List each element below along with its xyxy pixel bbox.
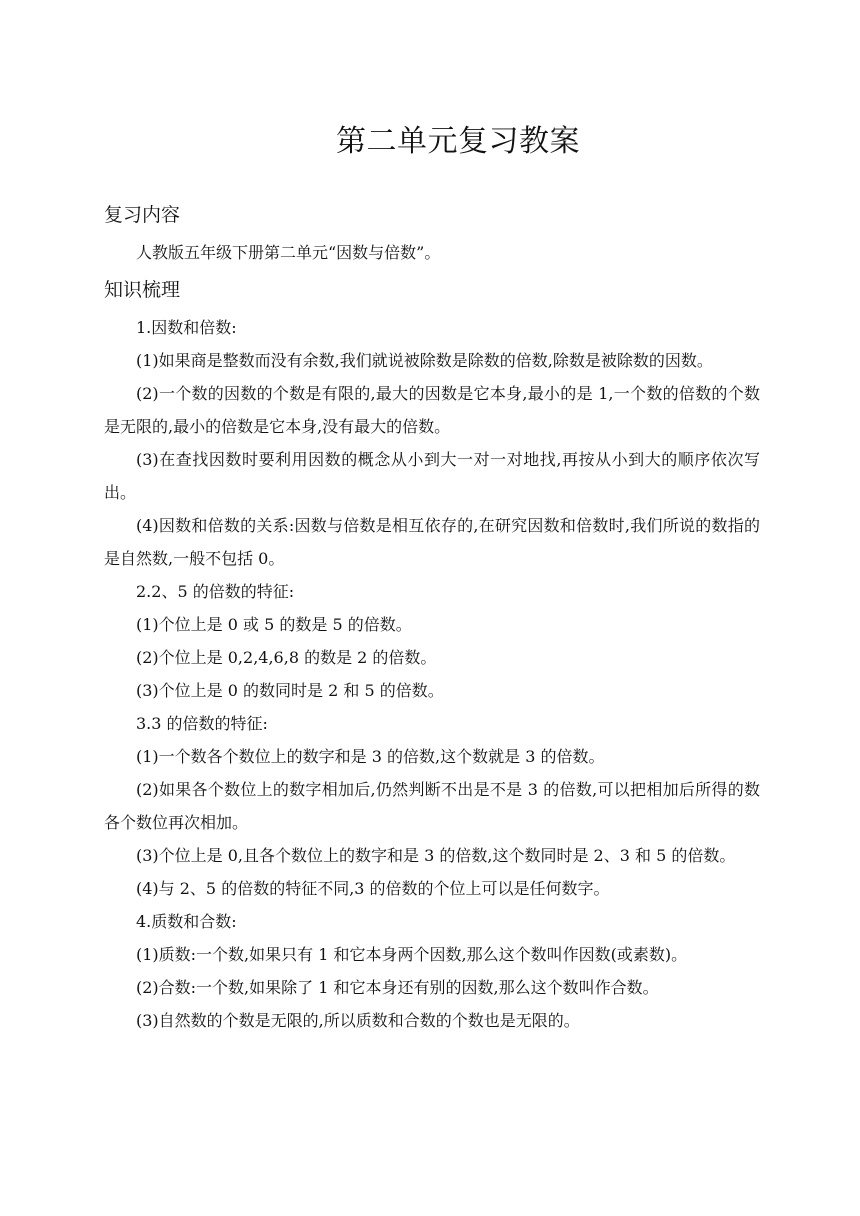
document-title: 第二单元复习教案 bbox=[336, 124, 580, 159]
paragraph: (4)因数和倍数的关系:因数与倍数是相互依存的,在研究因数和倍数时,我们所说的数指的是自然数,一般不包括 0。 bbox=[104, 516, 760, 568]
paragraph: 人教版五年级下册第二单元“因数与倍数”。 bbox=[136, 243, 441, 262]
document-body bbox=[104, 198, 760, 1037]
paragraph: 2.2、5 的倍数的特征: bbox=[136, 582, 295, 601]
paragraph: (3)个位上是 0 的数同时是 2 和 5 的倍数。 bbox=[136, 681, 444, 700]
paragraph: (3)在查找因数时要利用因数的概念从小到大一对一对地找,再按从小到大的顺序依次写出。 bbox=[104, 450, 760, 502]
paragraph: (2)一个数的因数的个数是有限的,最大的因数是它本身,最小的是 1,一个数的倍数的个数是无限的,最小的倍数是它本身,没有最大的倍数。 bbox=[104, 384, 760, 436]
section-heading: 复习内容 bbox=[104, 204, 181, 226]
section-heading: 知识梳理 bbox=[104, 279, 181, 301]
paragraph: (3)自然数的个数是无限的,所以质数和合数的个数也是无限的。 bbox=[136, 1011, 580, 1030]
paragraph: (1)质数:一个数,如果只有 1 和它本身两个因数,那么这个数叫作因数(或素数)。 bbox=[136, 945, 688, 964]
paragraph: (4)与 2、5 的倍数的特征不同,3 的倍数的个位上可以是任何数字。 bbox=[136, 879, 610, 898]
paragraph: (1)一个数各个数位上的数字和是 3 的倍数,这个数就是 3 的倍数。 bbox=[136, 747, 605, 766]
section-knowledge-outline bbox=[104, 273, 760, 1037]
paragraph: (2)合数:一个数,如果除了 1 和它本身还有别的因数,那么这个数叫作合数。 bbox=[136, 978, 659, 997]
paragraph: (3)个位上是 0,且各个数位上的数字和是 3 的倍数,这个数同时是 2、3 和 5 的倍数。 bbox=[136, 846, 736, 865]
paragraph: (1)如果商是整数而没有余数,我们就说被除数是除数的倍数,除数是被除数的因数。 bbox=[136, 351, 713, 370]
paragraph: (2)如果各个数位上的数字相加后,仍然判断不出是不是 3 的倍数,可以把相加后所得的数各个数位再次相加。 bbox=[104, 780, 760, 832]
paragraph: (1)个位上是 0 或 5 的数是 5 的倍数。 bbox=[136, 615, 412, 634]
paragraph: 4.质数和合数: bbox=[136, 912, 237, 931]
paragraph: 3.3 的倍数的特征: bbox=[136, 714, 268, 733]
paragraph: (2)个位上是 0,2,4,6,8 的数是 2 的倍数。 bbox=[136, 648, 437, 667]
paragraph: 1.因数和倍数: bbox=[136, 318, 237, 337]
section-review-content bbox=[104, 198, 760, 269]
